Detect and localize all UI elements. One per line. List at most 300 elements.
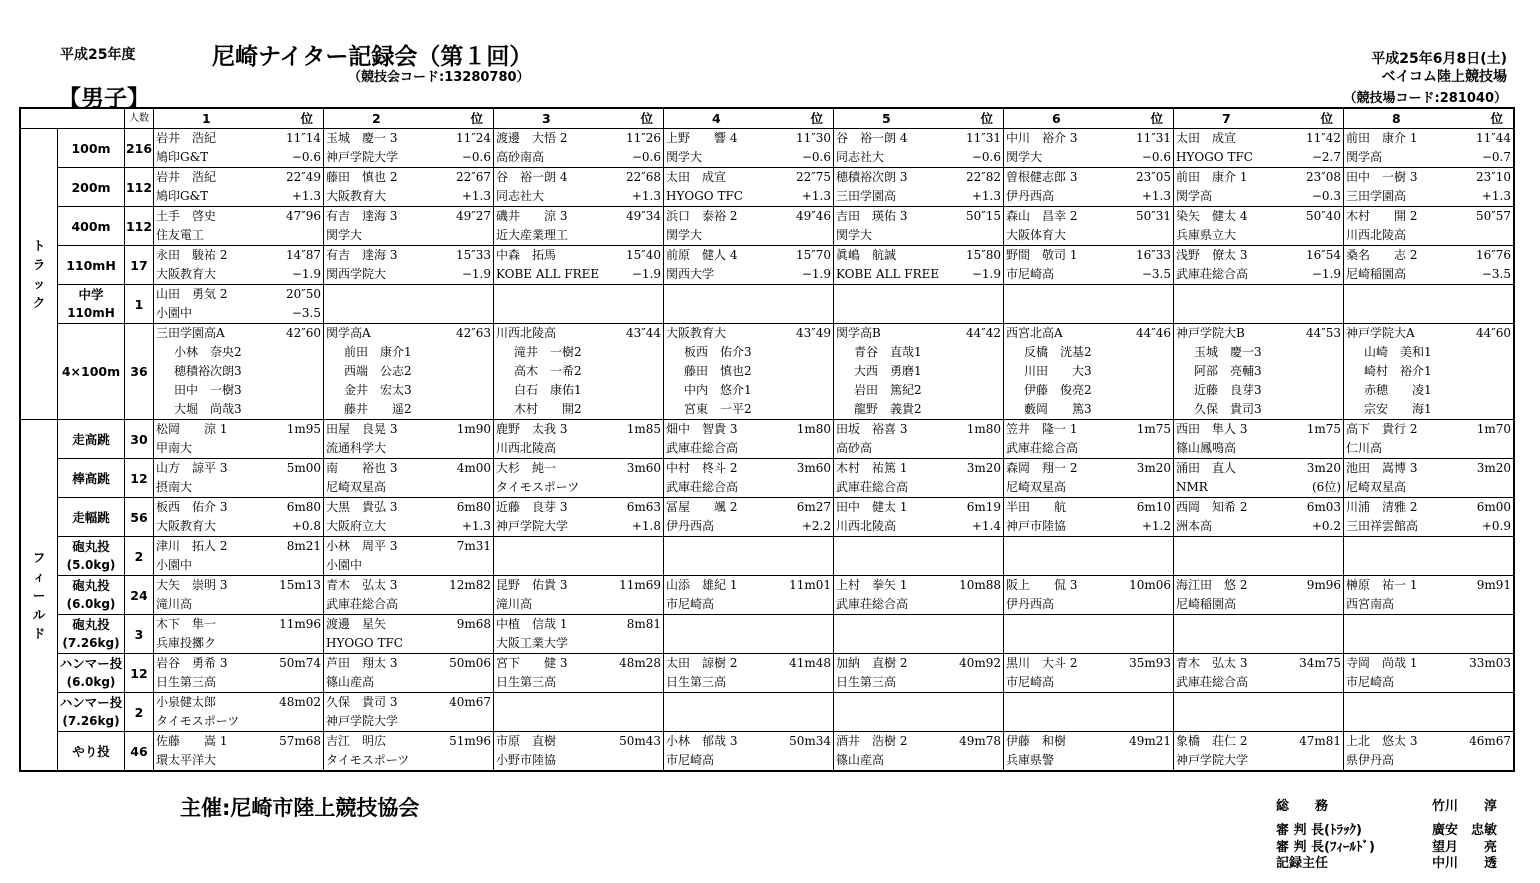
- mark: 3m20: [966, 461, 1001, 475]
- athlete-name: 山方 諒平 3: [156, 461, 228, 475]
- mark: 1m80: [796, 422, 831, 436]
- result-cell: [664, 576, 834, 615]
- section-char: ラ: [32, 257, 46, 272]
- place-header: [1344, 108, 1515, 129]
- meet-title: 尼崎ナイター記録会（第１回）: [212, 44, 533, 70]
- athlete-name: 吉田 瑛佑 3: [836, 209, 908, 223]
- section-char: ド: [32, 625, 46, 641]
- event-row: [20, 285, 1514, 324]
- mark: 10m88: [959, 578, 1001, 592]
- event-row: [20, 324, 1514, 420]
- athlete-name: 伊藤 和樹: [1006, 734, 1067, 748]
- athlete-name: 田中 健太 1: [836, 500, 908, 514]
- athlete-name: 穂積裕次朗 3: [836, 170, 908, 184]
- relay-member: 金井 宏太3: [344, 383, 412, 397]
- result-cell: [154, 129, 324, 168]
- result-cell: [1344, 732, 1515, 772]
- mark: 44″42: [965, 326, 1001, 340]
- mark: 48m28: [619, 656, 661, 670]
- team-name: 小野市陸協: [496, 753, 557, 767]
- athlete-name: 磯井 涼 3: [496, 209, 568, 223]
- athlete-name: 涌田 直人: [1176, 461, 1237, 475]
- mark: 49″34: [625, 209, 661, 223]
- result-cell: [1174, 207, 1344, 246]
- athlete-name: 上野 響 4: [666, 131, 738, 145]
- team-name: 関学大: [666, 150, 703, 164]
- result-cell: [1174, 246, 1344, 285]
- athlete-name: 芦田 翔太 3: [326, 656, 398, 670]
- mark: 43″49: [795, 326, 831, 340]
- relay-member: 藤井 遥2: [344, 402, 412, 416]
- result-cell: [154, 459, 324, 498]
- athlete-name: 川西北陵高: [496, 326, 557, 340]
- athlete-name: 加納 直樹 2: [836, 656, 908, 670]
- official-role: 総 務: [1276, 799, 1329, 814]
- event-name-line: (6.0kg): [66, 597, 116, 611]
- mark: 41m48: [789, 656, 831, 670]
- mark: 6m19: [966, 500, 1001, 514]
- event-name-line: 110mH: [67, 306, 115, 320]
- result-cell: [494, 498, 664, 537]
- result-cell: [1174, 324, 1344, 420]
- result-cell: [1004, 498, 1174, 537]
- mark: 49m21: [1129, 734, 1171, 748]
- event-row: [20, 168, 1514, 207]
- athlete-name: 中森 拓馬: [496, 248, 557, 262]
- mark: 22″82: [965, 170, 1001, 184]
- event-name: [58, 324, 125, 420]
- mark: 12m82: [449, 578, 491, 592]
- team-name: 同志社大: [496, 189, 545, 203]
- result-cell: [1344, 168, 1515, 207]
- athlete-name: 鹿野 太我 3: [496, 422, 568, 436]
- wind: +1.3: [1481, 189, 1511, 203]
- relay-member: 久保 貴司3: [1194, 402, 1262, 416]
- team-name: 鳩印G&T: [156, 150, 209, 164]
- result-cell: [1174, 693, 1344, 732]
- result-cell: [664, 498, 834, 537]
- athlete-name: 太田 成宣: [666, 170, 727, 184]
- team-name: 神戸学院大学: [1176, 753, 1249, 767]
- result-cell: [834, 537, 1004, 576]
- event-name: [58, 654, 125, 693]
- mark: 11m01: [789, 578, 831, 592]
- result-cell: [664, 537, 834, 576]
- athlete-name: 畑中 智貴 3: [666, 422, 738, 436]
- section-track: [20, 129, 58, 420]
- mark: 8m81: [626, 617, 661, 631]
- wind: +2.2: [801, 519, 831, 533]
- wind: −0.6: [291, 150, 321, 164]
- wind: (6位): [1312, 480, 1341, 494]
- wind: +1.3: [461, 519, 491, 533]
- result-cell: [494, 420, 664, 459]
- official-role: 記録主任: [1276, 856, 1329, 871]
- athlete-name: 渡邊 星矢: [326, 617, 387, 631]
- event-row: [20, 420, 1514, 459]
- team-name: 同志社大: [836, 150, 885, 164]
- relay-member: 龍野 義貴2: [854, 402, 922, 416]
- team-name: 関西大学: [666, 267, 715, 281]
- athlete-name: 大矢 崇明 3: [156, 578, 228, 592]
- result-cell: [664, 168, 834, 207]
- result-cell: [1174, 615, 1344, 654]
- athlete-name: 太田 成宣: [1176, 131, 1237, 145]
- entry-count: 12: [125, 654, 154, 693]
- result-cell: [324, 459, 494, 498]
- athlete-name: 関学高A: [326, 326, 371, 340]
- results-table: [19, 107, 1515, 772]
- athlete-name: 川浦 清雅 2: [1346, 500, 1418, 514]
- team-name: 住友電工: [156, 228, 205, 242]
- mark: 34m75: [1299, 656, 1341, 670]
- entry-count: 112: [125, 207, 154, 246]
- athlete-name: 木村 開 2: [1346, 209, 1418, 223]
- team-name: 神戸学院大学: [326, 714, 399, 728]
- relay-member: 白石 康佑1: [514, 383, 582, 397]
- result-cell: [324, 246, 494, 285]
- mark: 50m06: [449, 656, 491, 670]
- event-name: [58, 168, 125, 207]
- athlete-name: 谷 裕一朗 4: [836, 131, 908, 145]
- event-name: [58, 246, 125, 285]
- result-cell: [834, 246, 1004, 285]
- event-row: [20, 693, 1514, 732]
- athlete-name: 森岡 翔一 2: [1006, 461, 1078, 475]
- result-cell: [494, 324, 664, 420]
- mark: 7m31: [456, 539, 491, 553]
- result-cell: [1004, 576, 1174, 615]
- result-cell: [664, 207, 834, 246]
- team-name: 武庫荘総合高: [836, 597, 909, 611]
- result-cell: [1004, 324, 1174, 420]
- official-name: 中川 透: [1432, 856, 1498, 871]
- result-cell: [1174, 576, 1344, 615]
- athlete-name: 岩井 浩紀: [156, 131, 217, 145]
- relay-member: 藤田 慎也2: [684, 364, 752, 378]
- athlete-name: 高下 貴行 2: [1346, 422, 1418, 436]
- mark: 20″50: [285, 287, 321, 301]
- result-cell: [664, 420, 834, 459]
- gender-label: 【男子】: [58, 86, 150, 112]
- result-cell: [1174, 285, 1344, 324]
- team-name: 関学高: [1176, 189, 1213, 203]
- mark: 9m96: [1306, 578, 1341, 592]
- mark: 51m96: [449, 734, 491, 748]
- wind: −0.6: [801, 150, 831, 164]
- mark: 6m03: [1306, 500, 1341, 514]
- result-cell: [1004, 246, 1174, 285]
- team-name: 関学大: [836, 228, 873, 242]
- team-name: 滝川高: [156, 597, 193, 611]
- result-cell: [494, 576, 664, 615]
- relay-member: 穂積裕次朗3: [174, 364, 242, 378]
- athlete-name: 小泉健太郎: [156, 695, 217, 709]
- event-name-line: 100m: [71, 140, 111, 156]
- team-name: 川西北陵高: [1346, 228, 1407, 242]
- place-suffix: 位: [640, 111, 653, 126]
- result-cell: [154, 576, 324, 615]
- team-name: タイモスポーツ: [326, 753, 410, 767]
- athlete-name: 神戸学院大A: [1346, 326, 1415, 340]
- event-row: [20, 654, 1514, 693]
- result-cell: [834, 285, 1004, 324]
- result-cell: [494, 615, 664, 654]
- athlete-name: 大阪教育大: [666, 326, 727, 340]
- entry-count: 17: [125, 246, 154, 285]
- relay-member: 岩田 篤紀2: [854, 383, 922, 397]
- team-name: 関学大: [326, 228, 363, 242]
- team-name: 県伊丹高: [1346, 753, 1395, 767]
- result-cell: [1004, 420, 1174, 459]
- athlete-name: 前原 健人 4: [666, 248, 738, 262]
- mark: 47m81: [1299, 734, 1341, 748]
- event-name: [58, 537, 125, 576]
- result-cell: [1344, 615, 1515, 654]
- athlete-name: 中村 柊斗 2: [666, 461, 738, 475]
- count-header: 人数: [125, 108, 154, 129]
- result-cell: [834, 129, 1004, 168]
- team-name: 兵庫投擲ク: [156, 636, 217, 650]
- result-cell: [1344, 207, 1515, 246]
- mark: 1m75: [1306, 422, 1341, 436]
- team-name: 日生第三高: [156, 675, 217, 689]
- mark: 43″44: [625, 326, 661, 340]
- relay-member: 玉城 慶一3: [1194, 345, 1262, 359]
- place-number: 1: [202, 111, 211, 126]
- team-name: 尼崎双星高: [326, 480, 387, 494]
- team-name: 三田学園高: [1346, 189, 1407, 203]
- result-cell: [1344, 420, 1515, 459]
- event-name-line: 砲丸投: [72, 578, 110, 593]
- team-name: 大阪教育大: [156, 267, 217, 281]
- section-char: ー: [32, 587, 46, 603]
- wind: −1.9: [971, 267, 1001, 281]
- wind: −0.7: [1481, 150, 1511, 164]
- mark: 15″80: [965, 248, 1001, 262]
- result-cell: [494, 693, 664, 732]
- result-cell: [494, 168, 664, 207]
- team-name: 甲南大: [156, 441, 193, 455]
- result-cell: [1344, 129, 1515, 168]
- team-name: HYOGO TFC: [326, 636, 403, 650]
- relay-member: 川田 大3: [1024, 364, 1092, 378]
- team-name: 市尼崎高: [1346, 675, 1395, 689]
- result-cell: [324, 207, 494, 246]
- athlete-name: 酒井 浩樹 2: [836, 734, 908, 748]
- athlete-name: 西田 隼人 3: [1176, 422, 1248, 436]
- result-cell: [1174, 129, 1344, 168]
- entry-count: 12: [125, 459, 154, 498]
- mark: 44″60: [1475, 326, 1511, 340]
- result-cell: [1174, 732, 1344, 772]
- mark: 50m43: [619, 734, 661, 748]
- result-cell: [834, 615, 1004, 654]
- mark: 6m00: [1476, 500, 1511, 514]
- relay-member: 板西 佑介3: [684, 345, 752, 359]
- team-name: 三田学園高: [836, 189, 897, 203]
- event-name: [58, 129, 125, 168]
- team-name: 関学大: [666, 228, 703, 242]
- athlete-name: 浜口 泰裕 2: [666, 209, 738, 223]
- athlete-name: 青木 弘太 3: [326, 578, 398, 592]
- team-name: 関学大: [1006, 150, 1043, 164]
- relay-member: 大西 勇磨1: [854, 364, 922, 378]
- mark: 50m34: [789, 734, 831, 748]
- team-name: 仁川高: [1346, 441, 1383, 455]
- athlete-name: 板西 佑介 3: [156, 500, 228, 514]
- result-cell: [1344, 246, 1515, 285]
- result-cell: [324, 732, 494, 772]
- athlete-name: 津川 拓人 2: [156, 539, 228, 553]
- event-name: [58, 576, 125, 615]
- team-name: KOBE ALL FREE: [836, 267, 940, 281]
- team-name: 大阪府立大: [326, 519, 387, 533]
- mark: 6m80: [456, 500, 491, 514]
- place-number: 8: [1392, 111, 1401, 126]
- wind: −1.9: [1311, 267, 1341, 281]
- mark: 16″54: [1305, 248, 1341, 262]
- result-cell: [834, 324, 1004, 420]
- wind: −0.6: [631, 150, 661, 164]
- event-row: [20, 615, 1514, 654]
- athlete-name: 黒川 大斗 2: [1006, 656, 1078, 670]
- event-name-line: (5.0kg): [66, 558, 116, 572]
- result-cell: [1344, 459, 1515, 498]
- athlete-name: 半田 航: [1006, 500, 1067, 514]
- mark: 49m78: [959, 734, 1001, 748]
- team-name: 大阪工業大学: [496, 636, 569, 650]
- place-header: [1174, 108, 1344, 129]
- place-number: 6: [1052, 111, 1061, 126]
- mark: 1m90: [456, 422, 491, 436]
- result-cell: [324, 498, 494, 537]
- event-row: [20, 732, 1514, 772]
- wind: +1.3: [801, 189, 831, 203]
- team-name: 高砂南高: [496, 150, 545, 164]
- relay-member: 宗安 海1: [1364, 402, 1432, 416]
- mark: 6m27: [796, 500, 831, 514]
- event-name: [58, 285, 125, 324]
- team-name: 環太平洋大: [156, 753, 217, 767]
- result-cell: [834, 654, 1004, 693]
- mark: 15″40: [625, 248, 661, 262]
- team-name: 関学高: [1346, 150, 1383, 164]
- entry-count: 112: [125, 168, 154, 207]
- wind: −3.5: [291, 306, 321, 320]
- wind: +0.8: [291, 519, 321, 533]
- result-cell: [324, 129, 494, 168]
- result-cell: [1004, 459, 1174, 498]
- result-cell: [494, 654, 664, 693]
- team-name: タイモスポーツ: [496, 480, 580, 494]
- team-name: 武庫荘総合高: [666, 441, 739, 455]
- result-cell: [1344, 693, 1515, 732]
- venue-name: ベイコム陸上競技場: [1381, 69, 1507, 85]
- result-cell: [664, 129, 834, 168]
- wind: −0.3: [1311, 189, 1341, 203]
- wind: +1.3: [291, 189, 321, 203]
- event-row: [20, 207, 1514, 246]
- wind: −0.6: [971, 150, 1001, 164]
- relay-member: 山崎 美和1: [1364, 345, 1432, 359]
- athlete-name: 海江田 悠 2: [1176, 578, 1248, 592]
- place-header: [154, 108, 324, 129]
- official-name: 竹川 淳: [1432, 799, 1498, 814]
- athlete-name: 寺岡 尚哉 1: [1346, 656, 1418, 670]
- mark: 1m75: [1136, 422, 1171, 436]
- event-name: [58, 732, 125, 772]
- event-name: [58, 615, 125, 654]
- event-name-line: 400m: [71, 218, 111, 234]
- result-cell: [154, 168, 324, 207]
- entry-count: 216: [125, 129, 154, 168]
- mark: 22″49: [285, 170, 321, 184]
- result-cell: [154, 654, 324, 693]
- result-cell: [664, 654, 834, 693]
- team-name: 伊丹西高: [666, 519, 715, 533]
- wind: −1.9: [461, 267, 491, 281]
- official-name: 望月 亮: [1432, 840, 1498, 855]
- result-cell: [1004, 732, 1174, 772]
- section-char: ト: [32, 238, 46, 253]
- entry-count: 3: [125, 615, 154, 654]
- athlete-name: 榊原 祐一 1: [1346, 578, 1418, 592]
- mark: 3m20: [1136, 461, 1171, 475]
- athlete-name: 昆野 佑貴 3: [496, 578, 568, 592]
- wind: +1.3: [1141, 189, 1171, 203]
- team-name: 篠山鳳鳴高: [1176, 441, 1237, 455]
- section-field: [20, 420, 58, 772]
- wind: −1.9: [291, 267, 321, 281]
- result-cell: [1344, 537, 1515, 576]
- mark: 1m70: [1476, 422, 1511, 436]
- team-name: 尼崎双星高: [1006, 480, 1067, 494]
- result-cell: [1174, 168, 1344, 207]
- official-name: 廣安 忠敏: [1432, 823, 1498, 838]
- place-suffix: 位: [810, 111, 823, 126]
- place-header: [664, 108, 834, 129]
- athlete-name: 谷 裕一朗 4: [496, 170, 568, 184]
- athlete-name: 田中 一樹 3: [1346, 170, 1418, 184]
- event-name-line: 砲丸投: [72, 539, 110, 554]
- relay-member: 西端 公志2: [344, 364, 412, 378]
- entry-count: 2: [125, 693, 154, 732]
- result-cell: [1174, 498, 1344, 537]
- result-cell: [834, 207, 1004, 246]
- athlete-name: 市原 直樹: [496, 734, 557, 748]
- result-cell: [1004, 654, 1174, 693]
- relay-member: 木村 開2: [514, 402, 582, 416]
- athlete-name: 大杉 純一: [496, 461, 557, 475]
- wind: −0.6: [461, 150, 491, 164]
- result-cell: [834, 168, 1004, 207]
- athlete-name: 土手 啓史: [156, 209, 217, 223]
- wind: +1.2: [1141, 519, 1171, 533]
- official-role: 審 判 長(ﾄﾗｯｸ): [1276, 823, 1362, 838]
- team-name: 武庫荘総合高: [1176, 267, 1249, 281]
- result-cell: [1004, 207, 1174, 246]
- team-name: 兵庫県立大: [1176, 228, 1237, 242]
- result-cell: [1004, 537, 1174, 576]
- athlete-name: 山添 雄紀 1: [666, 578, 738, 592]
- team-name: 洲本高: [1176, 519, 1213, 533]
- relay-member: 阿部 亮輔3: [1194, 364, 1262, 378]
- mark: 3m60: [796, 461, 831, 475]
- wind: −3.5: [1481, 267, 1511, 281]
- wind: +1.4: [971, 519, 1001, 533]
- official-role: 審 判 長(ﾌｨｰﾙﾄﾞ): [1276, 840, 1375, 855]
